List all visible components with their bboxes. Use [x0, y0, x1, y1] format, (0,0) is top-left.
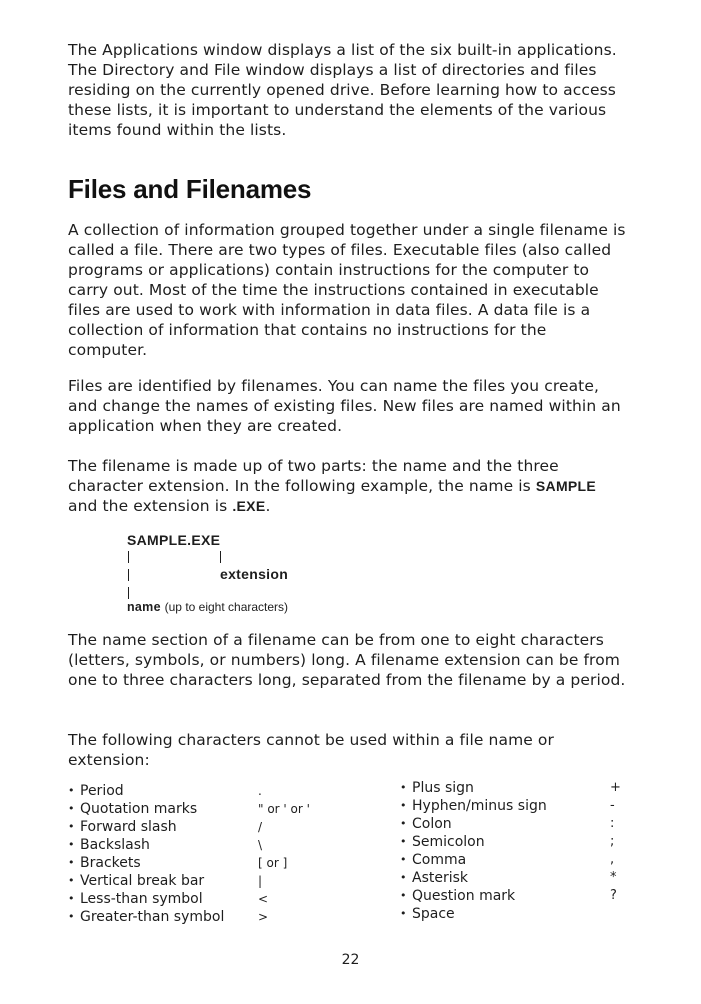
diagram-extension-label: extension: [220, 566, 289, 582]
bullet-icon: •: [400, 889, 407, 902]
length-rules-paragraph: The name section of a filename can be from one to eight characters (letters, symbols, or numbers) long. A filename extension can be from one to three characters long, separated from the filename by a period.: [68, 631, 626, 689]
bullet-icon: •: [400, 817, 407, 830]
invalid-char-symbol: ,: [610, 852, 615, 867]
bullet-icon: •: [400, 871, 407, 884]
invalid-chars-intro: The following characters cannot be used within a file name or extension:: [68, 731, 554, 769]
diagram-filename: SAMPLE.EXE: [127, 532, 221, 548]
bullet-icon: •: [68, 802, 75, 815]
invalid-char-name: Quotation marks: [80, 801, 198, 817]
invalid-char-name: Forward slash: [80, 819, 177, 835]
bullet-icon: •: [68, 874, 75, 887]
name-connector-line: [128, 551, 129, 563]
bullet-icon: •: [400, 853, 407, 866]
filename-parts-paragraph: [68, 456, 628, 516]
invalid-char-symbol: " or ' or ': [258, 802, 310, 816]
page-number: 22: [341, 952, 360, 968]
invalid-char-symbol: \: [258, 838, 263, 852]
diagram-name-label-row: [127, 600, 288, 614]
name-term: SAMPLE: [535, 478, 597, 494]
bullet-icon: •: [68, 892, 75, 905]
extension-connector-line: [220, 551, 221, 563]
invalid-char-symbol: ?: [610, 888, 617, 903]
bullet-icon: •: [400, 907, 407, 920]
filenames-paragraph: Files are identified by filenames. You can name the files you create, and change the names of existing files. New files are named within an application when they are created.: [68, 377, 621, 435]
extension-term: .EXE: [232, 498, 266, 514]
invalid-char-name: Less-than symbol: [80, 891, 203, 907]
invalid-char-symbol: :: [610, 816, 615, 831]
invalid-char-name: Space: [412, 906, 455, 922]
text-segment: and the extension is: [68, 497, 233, 515]
invalid-char-name: Backslash: [80, 837, 150, 853]
bullet-icon: •: [400, 781, 407, 794]
invalid-char-symbol: -: [610, 798, 615, 813]
name-connector-line: [128, 587, 129, 599]
invalid-char-name: Asterisk: [412, 870, 469, 886]
files-definition-paragraph: A collection of information grouped together under a single filename is called a file. There are two types of files. Executable files (also called programs or applications) contain instructions for the computer to carry out. Most of the time the instructions contained in executable files are used to work with information in data files. A data file is a collection of information that contains no instructions for the computer.: [68, 221, 626, 359]
diagram-name-label: name: [127, 600, 161, 614]
intro-paragraph: The Applications window displays a list of the six built-in applications. The Directory and File window displays a list of directories and files residing on the currently opened drive. Before learning how to access these lists, it is important to understand the elements of the various items found within the lists.: [68, 41, 617, 139]
invalid-char-name: Period: [80, 783, 124, 799]
invalid-char-name: Question mark: [412, 888, 516, 904]
invalid-char-symbol: <: [258, 892, 269, 906]
diagram-name-note: (up to eight characters): [164, 600, 289, 614]
bullet-icon: •: [68, 820, 75, 833]
invalid-char-symbol: >: [258, 910, 269, 924]
bullet-icon: •: [68, 784, 75, 797]
bullet-icon: •: [68, 838, 75, 851]
invalid-char-symbol: [ or ]: [258, 856, 288, 870]
invalid-char-name: Greater-than symbol: [80, 909, 225, 925]
invalid-char-name: Hyphen/minus sign: [412, 798, 547, 814]
section-heading: Files and Filenames: [68, 174, 312, 204]
bullet-icon: •: [400, 835, 407, 848]
invalid-char-symbol: ;: [610, 834, 615, 849]
name-connector-line: [128, 569, 129, 581]
invalid-char-symbol: +: [610, 780, 621, 795]
bullet-icon: •: [68, 856, 75, 869]
invalid-char-symbol: |: [258, 874, 263, 888]
filename-diagram: [127, 532, 447, 622]
invalid-char-name: Semicolon: [412, 834, 485, 850]
invalid-char-symbol: .: [258, 784, 262, 798]
text-segment: The filename is made up of two parts: the name and the three character extension. In the following example, the name is: [68, 457, 559, 495]
invalid-char-symbol: /: [258, 820, 263, 834]
bullet-icon: •: [400, 799, 407, 812]
invalid-char-name: Vertical break bar: [80, 873, 205, 889]
invalid-char-symbol: *: [610, 870, 617, 885]
text-segment: .: [265, 497, 271, 515]
invalid-char-name: Brackets: [80, 855, 141, 871]
invalid-char-name: Comma: [412, 852, 467, 868]
invalid-char-name: Colon: [412, 816, 452, 832]
invalid-char-name: Plus sign: [412, 780, 474, 796]
bullet-icon: •: [68, 910, 75, 923]
